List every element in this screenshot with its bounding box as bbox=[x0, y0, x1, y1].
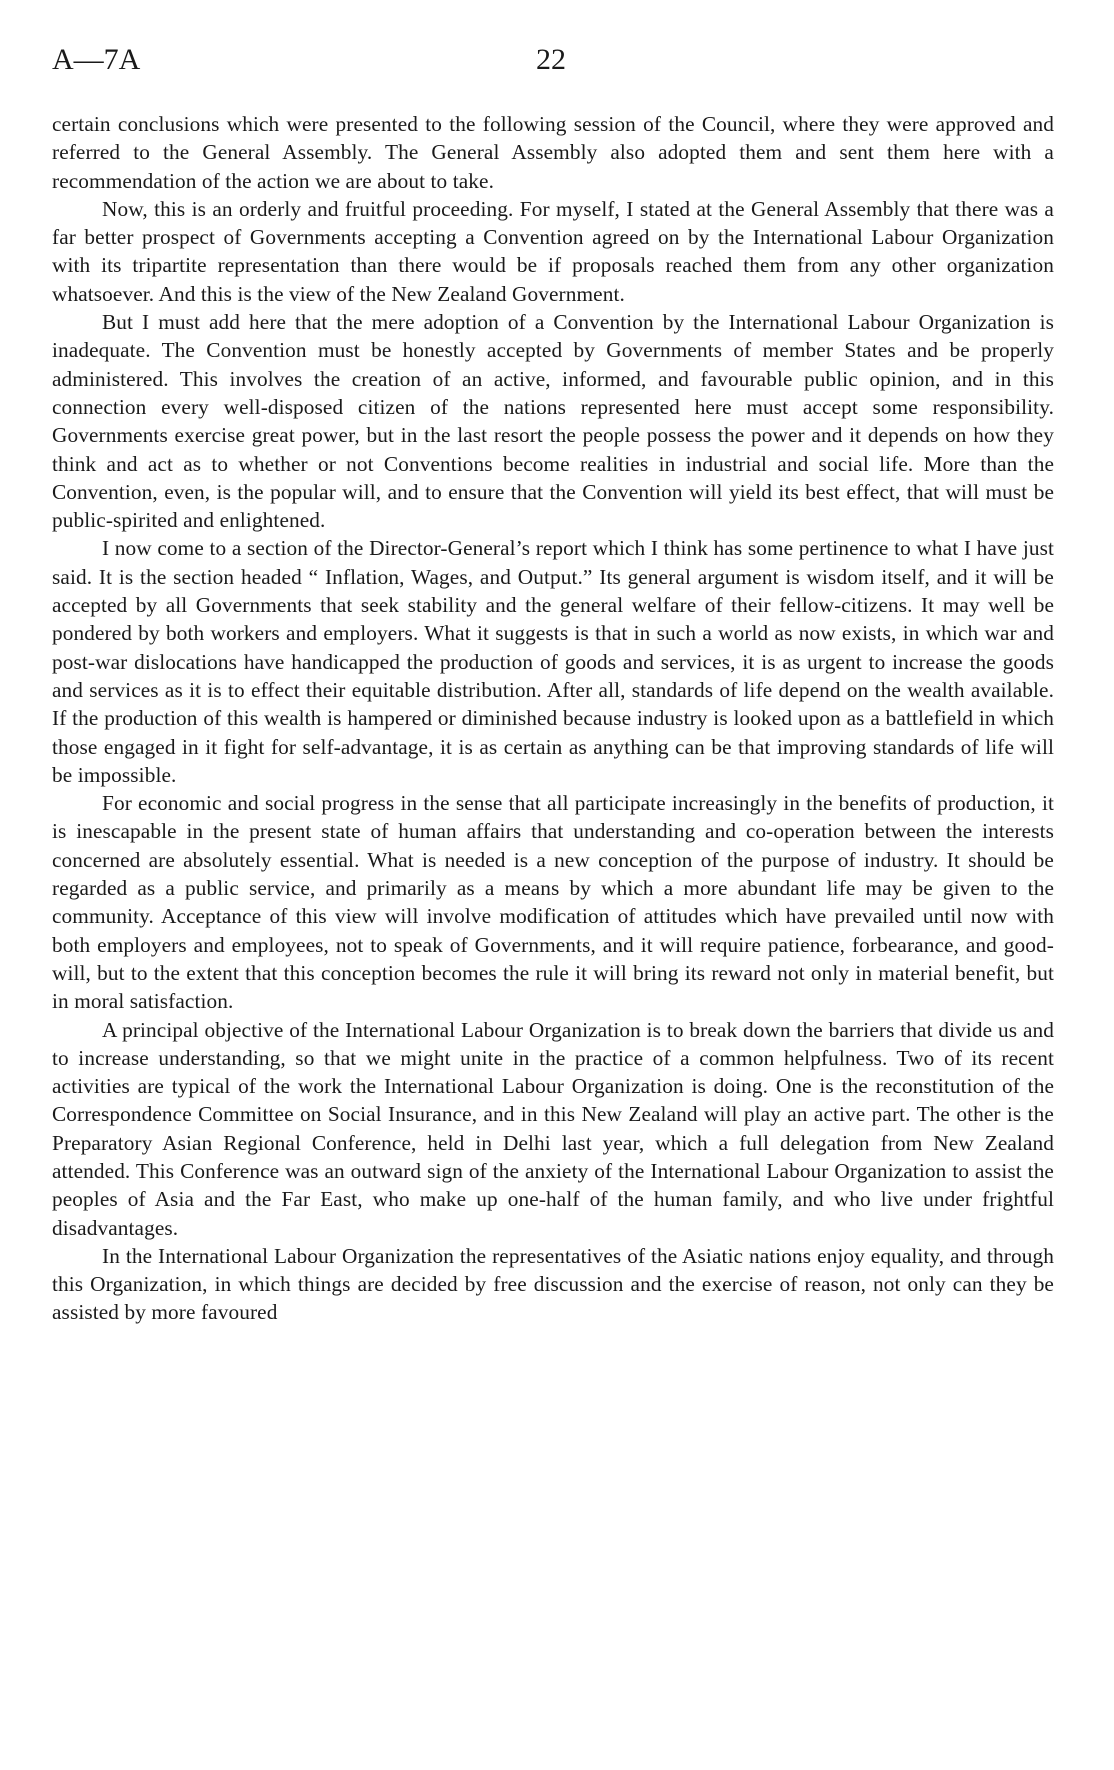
paragraph: I now come to a section of the Director-General’s report which I think has some pertinence to what I have just said. It is the section headed “ Inflation, Wages, and Output.” Its general argument is wisdom itself, and it will be accepted by all Governments that seek stability and the general welfare of their fellow-citizens. It may well be pondered by both workers and employers. What it suggests is that in such a world as now exists, in which war and post-war dislocations have handicapped the production of goods and services, it is as urgent to increase the goods and services as it is to effect their equitable distribution. After all, standards of life depend on the wealth available. If the production of this wealth is hampered or diminished because industry is looked upon as a battlefield in which those engaged in it fight for self-advantage, it is as certain as anything can be that improving standards of life will be impossible. bbox=[52, 536, 1054, 787]
paragraph: But I must add here that the mere adoption of a Convention by the International Labour Organization is inadequate. The Convention must be honestly accepted by Governments of member States and be properly administered. This involves the creation of an active, informed, and favourable public opinion, and in this connection every well-disposed citizen of the nations represented here must accept some responsibility. Governments exercise great power, but in the last resort the people possess the power and it depends on how they think and act as to whether or not Conventions become realities in industrial and social life. More than the Convention, even, is the popular will, and to ensure that the Convention will yield its best effect, that will must be public-spirited and enlightened. bbox=[52, 310, 1054, 533]
running-header bbox=[52, 40, 1050, 80]
page-number: 22 bbox=[536, 43, 566, 76]
body-text bbox=[52, 110, 1054, 1327]
paragraph: In the International Labour Organization the representatives of the Asiatic nations enjoy equality, and through this Organization, in which things are decided by free discussion and the exercise of reason, not only can they be assisted by more favoured bbox=[52, 1243, 1054, 1325]
paragraph: For economic and social progress in the sense that all participate increasingly in the benefits of production, it is inescapable in the present state of human affairs that understanding and co-operation between the interests concerned are absolutely essential. What is needed is a new conception of the purpose of industry. It should be regarded as a public service, and primarily as a means by which a more abundant life may be given to the community. Acceptance of this view will involve modification of attitudes which have prevailed until now with both employers and employees, not to speak of Governments, and it will require patience, forbearance, and good-will, but to the extent that this conception becomes the rule it will bring its reward not only in material benefit, but in moral satisfaction. bbox=[52, 791, 1054, 1014]
document-reference: A—7A bbox=[52, 43, 141, 76]
paragraph: Now, this is an orderly and fruitful proceeding. For myself, I stated at the General Assembly that there was a far better prospect of Governments accepting a Convention agreed on by the International Labour Organization with its tripartite representation than there would be if proposals reached them from any other organization whatsoever. And this is the view of the New Zealand Government. bbox=[52, 196, 1054, 306]
paragraph: A principal objective of the International Labour Organization is to break down the barriers that divide us and to increase understanding, so that we might unite in the practice of a common helpfulness. Two of its recent activities are typical of the work the International Labour Organization is doing. One is the reconstitution of the Correspondence Committee on Social Insurance, and in this New Zealand will play an active part. The other is the Preparatory Asian Regional Conference, held in Delhi last year, which a full delegation from New Zealand attended. This Conference was an outward sign of the anxiety of the International Labour Organization to assist the peoples of Asia and the Far East, who make up one-half of the human family, and who live under frightful disadvantages. bbox=[52, 1017, 1054, 1240]
paragraph: certain conclusions which were presented to the following session of the Council, where they were approved and referred to the General Assembly. The General Assembly also adopted them and sent them here with a recommendation of the action we are about to take. bbox=[52, 112, 1054, 193]
